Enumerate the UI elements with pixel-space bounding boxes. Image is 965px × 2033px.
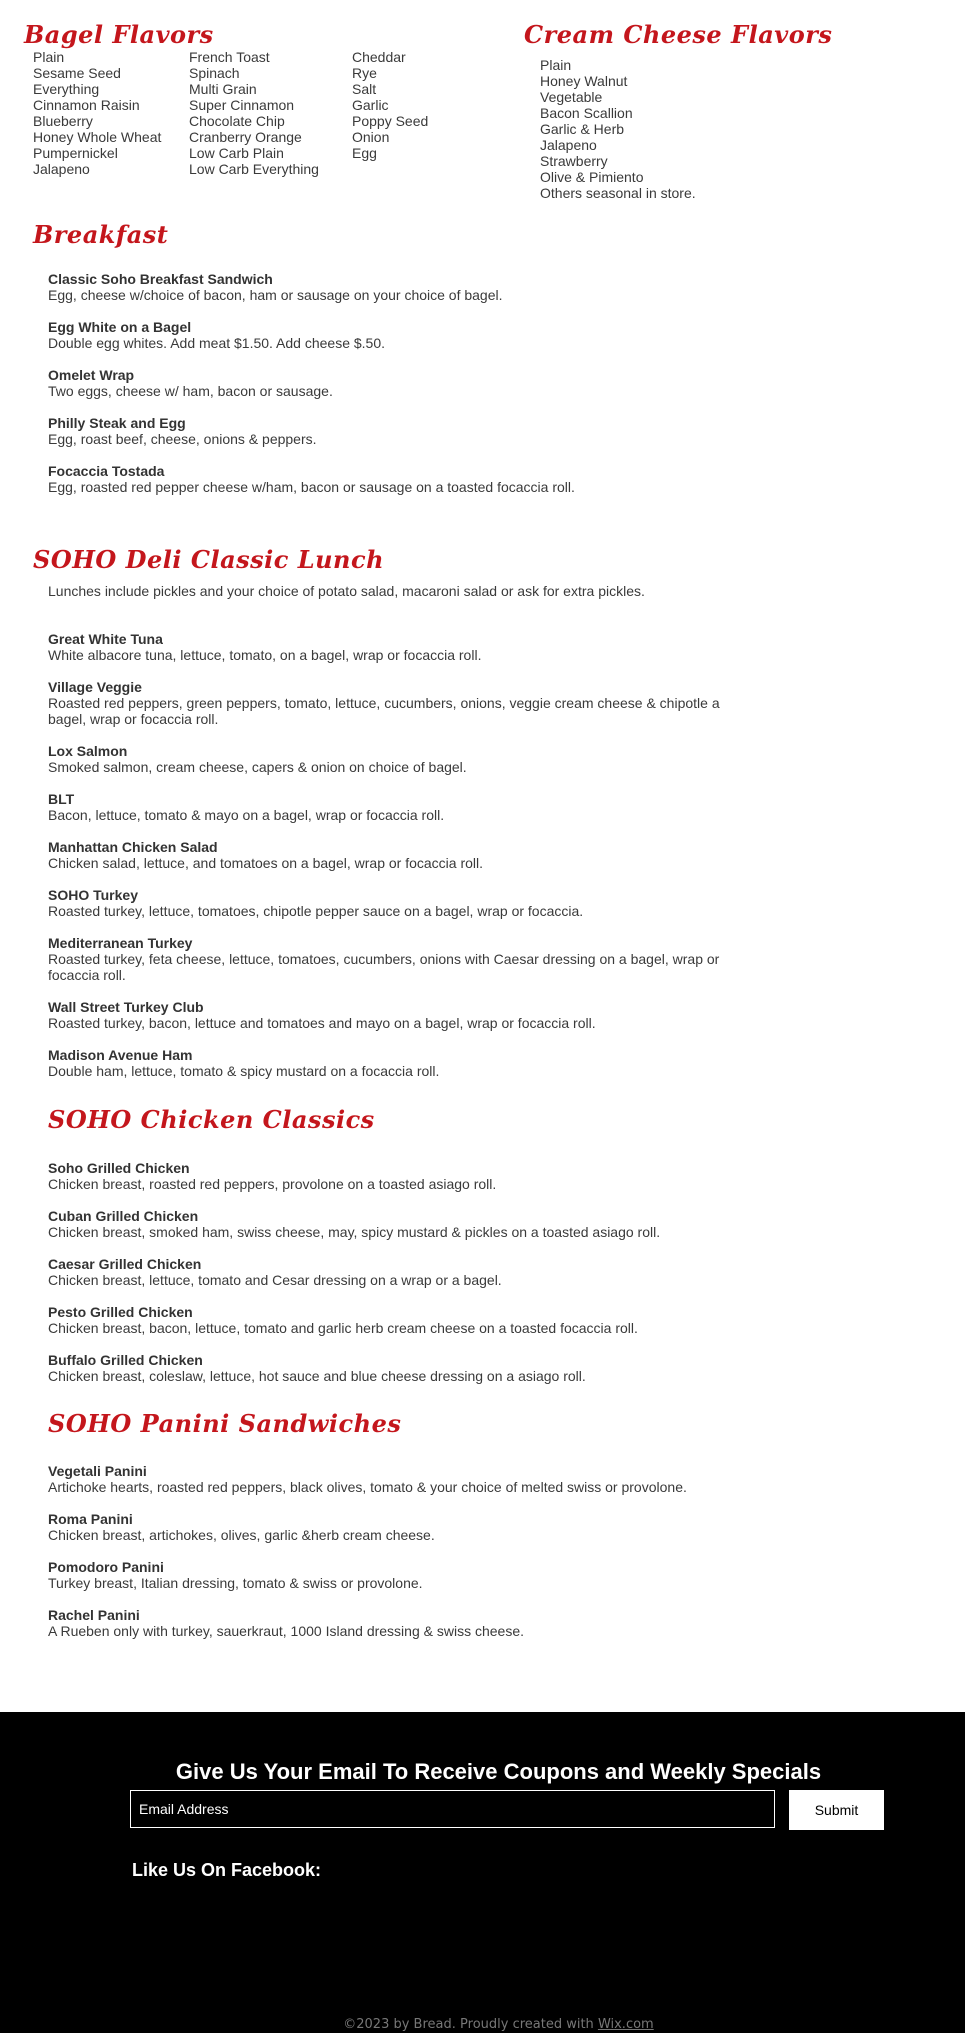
flavor-item: Plain: [540, 57, 572, 73]
menu-item-title: Village Veggie: [48, 679, 142, 695]
menu-item-description: Chicken breast, artichokes, olives, garlic &herb cream cheese.: [48, 1527, 435, 1543]
cream-cheese-flavors-heading: Cream Cheese Flavors: [524, 20, 833, 49]
cream-cheese-flavors-list: [540, 57, 696, 201]
flavor-item: Multi Grain: [189, 81, 257, 97]
menu-item-description: Double ham, lettuce, tomato & spicy mustard on a focaccia roll.: [48, 1063, 440, 1079]
menu-item-title: BLT: [48, 791, 75, 807]
panini-menu: [48, 1463, 687, 1655]
menu-item-title: SOHO Turkey: [48, 887, 138, 903]
menu-item-description: Smoked salmon, cream cheese, capers & onion on choice of bagel.: [48, 759, 467, 775]
breakfast-menu: [48, 271, 575, 511]
flavor-item: Garlic & Herb: [540, 121, 625, 137]
footer: [0, 1712, 965, 2033]
flavor-item: Strawberry: [540, 153, 608, 169]
flavor-item: Chocolate Chip: [189, 113, 285, 129]
menu-item: [48, 415, 575, 447]
menu-item-description: Chicken breast, lettuce, tomato and Cesar dressing on a wrap or a bagel.: [48, 1272, 502, 1288]
flavor-item: Others seasonal in store.: [540, 185, 696, 201]
flavor-item: Everything: [33, 81, 100, 97]
menu-item-description: Chicken breast, coleslaw, lettuce, hot sauce and blue cheese dressing on a asiago roll.: [48, 1368, 586, 1384]
flavor-item: Low Carb Everything: [189, 161, 319, 177]
flavor-item: Garlic: [352, 97, 389, 113]
menu-item-description: Chicken breast, smoked ham, swiss cheese, may, spicy mustard & pickles on a toasted asiago roll.: [48, 1224, 661, 1240]
bagel-flavors-column-3: [352, 49, 428, 161]
menu-item: [48, 1559, 687, 1591]
menu-item-description: Egg, cheese w/choice of bacon, ham or sausage on your choice of bagel.: [48, 287, 503, 303]
menu-item-title: Pesto Grilled Chicken: [48, 1304, 193, 1320]
submit-button[interactable]: Submit: [789, 1790, 884, 1830]
menu-item: [48, 1511, 687, 1543]
email-input[interactable]: [130, 1790, 775, 1828]
wix-link[interactable]: Wix.com: [597, 2017, 654, 2032]
flavor-item: Sesame Seed: [33, 65, 121, 81]
flavor-item: Onion: [352, 129, 390, 145]
menu-item: [48, 271, 575, 303]
menu-item: [48, 367, 575, 399]
flavor-item: Spinach: [189, 65, 240, 81]
menu-item: [48, 463, 575, 495]
flavor-item: Salt: [352, 81, 377, 97]
flavor-item: Pumpernickel: [33, 145, 118, 161]
menu-item-title: Great White Tuna: [48, 631, 163, 647]
menu-item: [48, 743, 748, 775]
menu-item: [48, 791, 748, 823]
menu-item: [48, 1352, 660, 1384]
flavor-item: Cranberry Orange: [189, 129, 302, 145]
newsletter-title: Give Us Your Email To Receive Coupons and Weekly Specials: [175, 1759, 822, 1784]
menu-item-description: Artichoke hearts, roasted red peppers, black olives, tomato & your choice of melted swiss or provolone.: [48, 1479, 687, 1495]
menu-item-title: Pomodoro Panini: [48, 1559, 164, 1575]
chicken-menu: [48, 1160, 660, 1400]
bagel-flavors-heading: Bagel Flavors: [24, 20, 214, 49]
flavor-item: Honey Whole Wheat: [33, 129, 162, 145]
menu-item: [48, 1208, 660, 1240]
menu-item-description: White albacore tuna, lettuce, tomato, on a bagel, wrap or focaccia roll.: [48, 647, 482, 663]
menu-item-title: Focaccia Tostada: [48, 463, 165, 479]
menu-item-title: Egg White on a Bagel: [48, 319, 192, 335]
flavor-item: Poppy Seed: [352, 113, 429, 129]
menu-item-description: Roasted turkey, bacon, lettuce and tomatoes and mayo on a bagel, wrap or focaccia roll.: [48, 1015, 596, 1031]
facebook-heading: Like Us On Facebook:: [132, 1860, 322, 1880]
copyright: [0, 2017, 965, 2032]
menu-item-title: Wall Street Turkey Club: [48, 999, 204, 1015]
bagel-flavors-column-1: [33, 49, 161, 177]
menu-item-title: Cuban Grilled Chicken: [48, 1208, 199, 1224]
menu-item-description: Chicken breast, roasted red peppers, provolone on a toasted asiago roll.: [48, 1176, 497, 1192]
flavor-item: Low Carb Plain: [189, 145, 284, 161]
menu-item-description: Roasted red peppers, green peppers, tomato, lettuce, cucumbers, onions, veggie cream cheese & chipotle a bagel, wrap or focaccia roll.: [48, 695, 720, 727]
menu-item-title: Philly Steak and Egg: [48, 415, 186, 431]
flavor-item: Egg: [352, 145, 377, 161]
menu-item: [48, 839, 748, 871]
menu-item-title: Buffalo Grilled Chicken: [48, 1352, 203, 1368]
menu-item: [48, 1607, 687, 1639]
menu-item-title: Manhattan Chicken Salad: [48, 839, 218, 855]
menu-item: [48, 1047, 748, 1079]
flavor-item: Cinnamon Raisin: [33, 97, 140, 113]
menu-item-title: Lox Salmon: [48, 743, 128, 759]
menu-item-title: Madison Avenue Ham: [48, 1047, 193, 1063]
menu-item-description: Two eggs, cheese w/ ham, bacon or sausage.: [48, 383, 333, 399]
flavor-item: Blueberry: [33, 113, 93, 129]
menu-item-description: Roasted turkey, lettuce, tomatoes, chipotle pepper sauce on a bagel, wrap or focaccia.: [48, 903, 584, 919]
chicken-heading: SOHO Chicken Classics: [48, 1105, 375, 1134]
menu-item: [48, 631, 748, 663]
menu-item-description: Chicken salad, lettuce, and tomatoes on a bagel, wrap or focaccia roll.: [48, 855, 484, 871]
menu-item: [48, 999, 748, 1031]
breakfast-heading: Breakfast: [33, 220, 169, 249]
menu-item: [48, 1304, 660, 1336]
menu-item: [48, 1160, 660, 1192]
menu-item: [48, 935, 748, 983]
menu-item: [48, 1256, 660, 1288]
flavor-item: Bacon Scallion: [540, 105, 633, 121]
flavor-item: French Toast: [189, 49, 270, 65]
flavor-item: Super Cinnamon: [189, 97, 295, 113]
menu-item-title: Rachel Panini: [48, 1607, 140, 1623]
flavor-item: Honey Walnut: [540, 73, 628, 89]
lunch-heading: SOHO Deli Classic Lunch: [33, 545, 385, 574]
menu-item-description: Roasted turkey, feta cheese, lettuce, tomatoes, cucumbers, onions with Caesar dressing on a bagel, wrap or focaccia roll.: [48, 951, 720, 983]
bagel-flavors-column-2: [189, 49, 319, 177]
menu-item: [48, 887, 748, 919]
menu-item-description: A Rueben only with turkey, sauerkraut, 1000 Island dressing & swiss cheese.: [48, 1623, 524, 1639]
flavor-item: Vegetable: [540, 89, 603, 105]
menu-item-title: Vegetali Panini: [48, 1463, 147, 1479]
flavor-item: Olive & Pimiento: [540, 169, 644, 185]
menu-item-description: Bacon, lettuce, tomato & mayo on a bagel, wrap or focaccia roll.: [48, 807, 445, 823]
menu-item-title: Classic Soho Breakfast Sandwich: [48, 271, 273, 287]
flavor-item: Jalapeno: [33, 161, 90, 177]
copyright-text: ©2023 by Bread. Proudly created with: [343, 2017, 598, 2032]
lunch-note: Lunches include pickles and your choice of potato salad, macaroni salad or ask for extra pickles.: [48, 583, 645, 599]
lunch-menu: [48, 631, 748, 1095]
menu-item-title: Roma Panini: [48, 1511, 133, 1527]
menu-item: [48, 319, 575, 351]
flavor-item: Cheddar: [352, 49, 406, 65]
flavor-item: Jalapeno: [540, 137, 597, 153]
menu-item-description: Egg, roast beef, cheese, onions & peppers.: [48, 431, 317, 447]
menu-item-description: Chicken breast, bacon, lettuce, tomato and garlic herb cream cheese on a toasted focaccia roll.: [48, 1320, 638, 1336]
panini-heading: SOHO Panini Sandwiches: [48, 1409, 402, 1438]
flavor-item: Plain: [33, 49, 65, 65]
menu-item-title: Omelet Wrap: [48, 367, 135, 383]
menu-item: [48, 1463, 687, 1495]
menu-item-description: Double egg whites. Add meat $1.50. Add cheese $.50.: [48, 335, 386, 351]
menu-item-title: Mediterranean Turkey: [48, 935, 193, 951]
menu-item-title: Caesar Grilled Chicken: [48, 1256, 202, 1272]
menu-item-description: Turkey breast, Italian dressing, tomato & swiss or provolone.: [48, 1575, 423, 1591]
menu-item-title: Soho Grilled Chicken: [48, 1160, 190, 1176]
menu-item-description: Egg, roasted red pepper cheese w/ham, bacon or sausage on a toasted focaccia roll.: [48, 479, 575, 495]
menu-item: [48, 679, 748, 727]
flavor-item: Rye: [352, 65, 377, 81]
